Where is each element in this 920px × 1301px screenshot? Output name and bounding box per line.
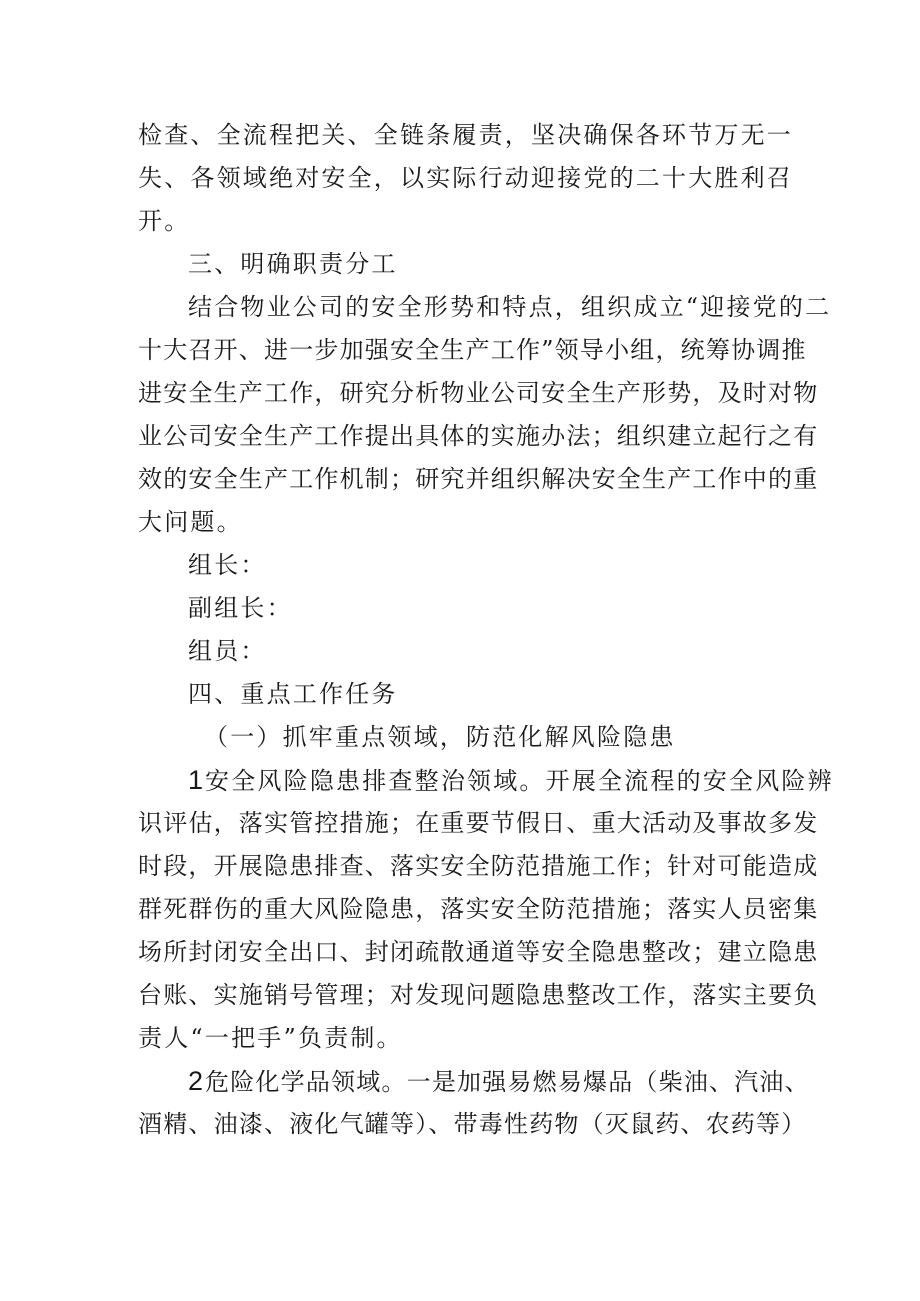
leader-label: 组长： <box>188 551 267 579</box>
paragraph-line: 检查、全流程把关、全链条履责，坚决确保各环节万无一 <box>138 121 793 149</box>
paragraph-line: 责人“一把手”负责制。 <box>138 1024 403 1052</box>
paragraph-line: 失、各领域绝对安全，以实际行动迎接党的二十大胜利召 <box>138 164 793 192</box>
section-heading: 四、重点工作任务 <box>188 680 398 708</box>
paragraph-line: 进安全生产工作，研究分析物业公司安全生产形势，及时对物 <box>138 379 819 407</box>
deputy-leader-label: 副组长： <box>188 594 293 622</box>
paragraph-line: 场所封闭安全出口、封闭疏散通道等安全隐患整改；建立隐患 <box>138 938 819 966</box>
paragraph-line: 大问题。 <box>138 508 243 536</box>
document-body <box>138 114 834 1146</box>
subsection-heading: （一）抓牢重点领域，防范化解风险隐患 <box>204 723 676 751</box>
section-heading: 三、明确职责分工 <box>188 250 398 278</box>
paragraph-line: 群死群伤的重大风险隐患，落实安全防范措施；落实人员密集 <box>138 895 819 923</box>
paragraph-line: 业公司安全生产工作提出具体的实施办法；组织建立起行之有 <box>138 422 819 450</box>
paragraph-line: 识评估，落实管控措施；在重要节假日、重大活动及事故多发 <box>138 809 819 837</box>
item-text: 安全风险隐患排查整治领域。开展全流程的安全风险辨 <box>205 767 834 795</box>
paragraph-line: 时段，开展隐患排查、落实安全防范措施工作；针对可能造成 <box>138 852 819 880</box>
paragraph-line: 酒精、油漆、液化气罐等）、带毒性药物（灭鼠药、农药等） <box>138 1110 807 1138</box>
item-text: 危险化学品领域。一是加强易燃易爆品（柴油、汽油、 <box>205 1068 810 1096</box>
item-line <box>138 1060 810 1103</box>
paragraph-line: 开。 <box>138 207 191 235</box>
item-line <box>138 759 834 802</box>
paragraph-line: 结合物业公司的安全形势和特点，组织成立“迎接党的二 <box>188 293 832 321</box>
item-number: 2 <box>188 1066 204 1096</box>
paragraph-line: 台账、实施销号管理；对发现问题隐患整改工作，落实主要负 <box>138 981 819 1009</box>
paragraph-line: 效的安全生产工作机制；研究并组织解决安全生产工作中的重 <box>138 465 819 493</box>
item-number: 1 <box>188 765 204 795</box>
paragraph-line: 十大召开、进一步加强安全生产工作”领导小组，统筹协调推 <box>138 336 807 364</box>
member-label: 组员： <box>188 637 267 665</box>
